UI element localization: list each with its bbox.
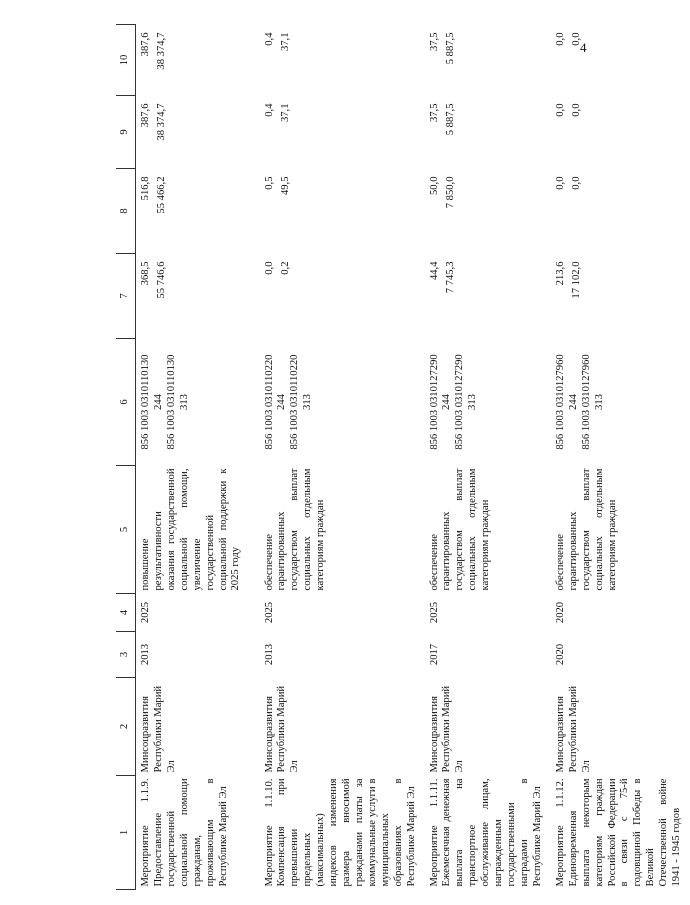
executor: Минсоцразвития Республики Марий Эл [554, 685, 592, 773]
value: 38 374,7 [156, 103, 168, 141]
budget-codes [260, 339, 425, 466]
executor: Минсоцразвития Республики Марий Эл [140, 685, 177, 773]
value: 5 887,5 [444, 103, 456, 136]
value: 0,0 [570, 32, 582, 46]
end-year: 2020 [554, 601, 566, 624]
end-year: 2025 [140, 601, 151, 624]
value-col-10 [551, 25, 690, 96]
event-name: Мероприятие 1.1.10. Компенсация при превышении предельных (максимальных) индексов изменения размера вносимой гражданами платы за коммунальные услуги в муниципальных образованиях в Республике Марий Эл [263, 778, 417, 887]
column-header: 6 [116, 339, 136, 466]
value-col-9 [260, 96, 425, 169]
budget-code: 856 1003 0310110220 [263, 354, 275, 450]
column-header: 9 [116, 96, 136, 169]
budget-code-suffix: 244 [152, 394, 164, 410]
value-col-7 [551, 254, 690, 339]
value: 37,5 [428, 103, 440, 123]
expected-result: обеспечение гарантированных государством выплат социальных отдельным категориям граждан [428, 468, 492, 591]
value-col-10 [260, 25, 425, 96]
expected-result: обеспечение гарантированных государством выплат социальных отдельным категориям граждан [263, 468, 327, 591]
value-col-8 [260, 169, 425, 254]
column-header: 7 [116, 254, 136, 339]
budget-code: 856 1003 0310127960 [580, 354, 592, 450]
value: 55 466,2 [156, 176, 168, 214]
table-row [260, 25, 425, 890]
budget-code: 856 1003 0310110130 [140, 354, 151, 450]
column-header: 10 [116, 25, 136, 96]
value: 49,5 [279, 176, 291, 196]
budget-code-suffix: 244 [567, 394, 579, 410]
budget-code: 856 1003 0310127290 [454, 354, 466, 450]
budget-codes [551, 339, 690, 466]
value: 44,4 [428, 261, 440, 281]
event-name: Мероприятие 1.1.9. Предоставление государственной социальной помощи гражданам, проживающим в Республике Марий Эл [140, 778, 229, 887]
value: 0,0 [554, 32, 566, 46]
end-year: 2025 [428, 601, 440, 624]
budget-code-suffix: 313 [467, 394, 479, 410]
table-row [425, 25, 551, 890]
value: 55 746,6 [156, 261, 168, 299]
value: 213,6 [554, 261, 566, 286]
value: 37,5 [428, 32, 440, 52]
value: 0,0 [570, 103, 582, 117]
value: 17 102,0 [570, 261, 582, 299]
value: 0,5 [263, 176, 275, 190]
start-year: 2020 [554, 643, 566, 666]
budget-codes [425, 339, 551, 466]
value-col-9 [425, 96, 551, 169]
start-year: 2013 [140, 643, 151, 666]
event-name: Мероприятие 1.1.12. Единовременная выплата некоторым категориям граждан Российской Федерации в связи с 75-й годовщиной Победы в Великой Отечественной войне 1941 - 1945 годов [554, 778, 683, 887]
value-col-8 [136, 169, 260, 254]
start-year: 2013 [263, 643, 275, 666]
header-row [116, 25, 136, 890]
budget-code-suffix: 313 [302, 394, 314, 410]
table-row [551, 25, 690, 890]
value: 38 374,7 [156, 32, 168, 70]
page-number: 4 [580, 40, 587, 55]
end-year: 2025 [263, 601, 275, 624]
column-header: 8 [116, 169, 136, 254]
value: 0,2 [279, 261, 291, 275]
value: 37,1 [279, 32, 291, 52]
value-col-8 [551, 169, 690, 254]
value: 387,6 [140, 103, 151, 128]
value: 368,5 [140, 261, 151, 286]
value: 50,0 [428, 176, 440, 196]
budget-codes [136, 339, 260, 466]
budget-code: 856 1003 0310110130 [165, 354, 177, 450]
program-table [116, 24, 690, 890]
value: 0,0 [554, 103, 566, 117]
budget-code: 856 1003 0310127290 [428, 354, 440, 450]
budget-code-suffix: 244 [441, 394, 453, 410]
value: 0,0 [263, 261, 275, 275]
value-col-9 [136, 96, 260, 169]
budget-code: 856 1003 0310110220 [289, 354, 301, 450]
budget-code-suffix: 313 [178, 394, 190, 410]
value-col-7 [425, 254, 551, 339]
value-col-7 [136, 254, 260, 339]
value-col-7 [260, 254, 425, 339]
budget-code-suffix: 313 [593, 394, 605, 410]
start-year: 2017 [428, 643, 440, 666]
value: 7 745,3 [444, 261, 456, 294]
column-header: 1 [116, 776, 136, 890]
budget-code: 856 1003 0310127960 [554, 354, 566, 450]
expected-result: повышение результативности оказания государственной социальной помощи, увеличение государственной социальной поддержки к 2025 году [140, 468, 242, 591]
budget-code-suffix: 244 [276, 394, 288, 410]
value: 387,6 [140, 32, 151, 57]
value: 0,0 [554, 176, 566, 190]
expected-result: обеспечение гарантированных государством выплат социальных отдельным категориям граждан [554, 468, 618, 591]
event-name: Мероприятие 1.1.11. Ежемесячная денежная выплата на транспортное обслуживание лицам, награжденным государственными наградами в Республике Марий Эл [428, 778, 543, 887]
executor: Минсоцразвития Республики Марий Эл [428, 685, 466, 773]
value-col-10 [425, 25, 551, 96]
value: 516,8 [140, 176, 151, 201]
value: 0,0 [570, 176, 582, 190]
value-col-10 [136, 25, 260, 96]
executor: Минсоцразвития Республики Марий Эл [263, 685, 301, 773]
column-header: 2 [116, 678, 136, 776]
value-col-9 [551, 96, 690, 169]
column-header: 5 [116, 466, 136, 594]
table-row [136, 25, 260, 890]
value: 37,1 [279, 103, 291, 123]
value: 5 887,5 [444, 32, 456, 65]
value: 0,4 [263, 103, 275, 117]
value-col-8 [425, 169, 551, 254]
column-header: 4 [116, 594, 136, 632]
value: 7 850,0 [444, 176, 456, 209]
value: 0,4 [263, 32, 275, 46]
column-header: 3 [116, 632, 136, 678]
